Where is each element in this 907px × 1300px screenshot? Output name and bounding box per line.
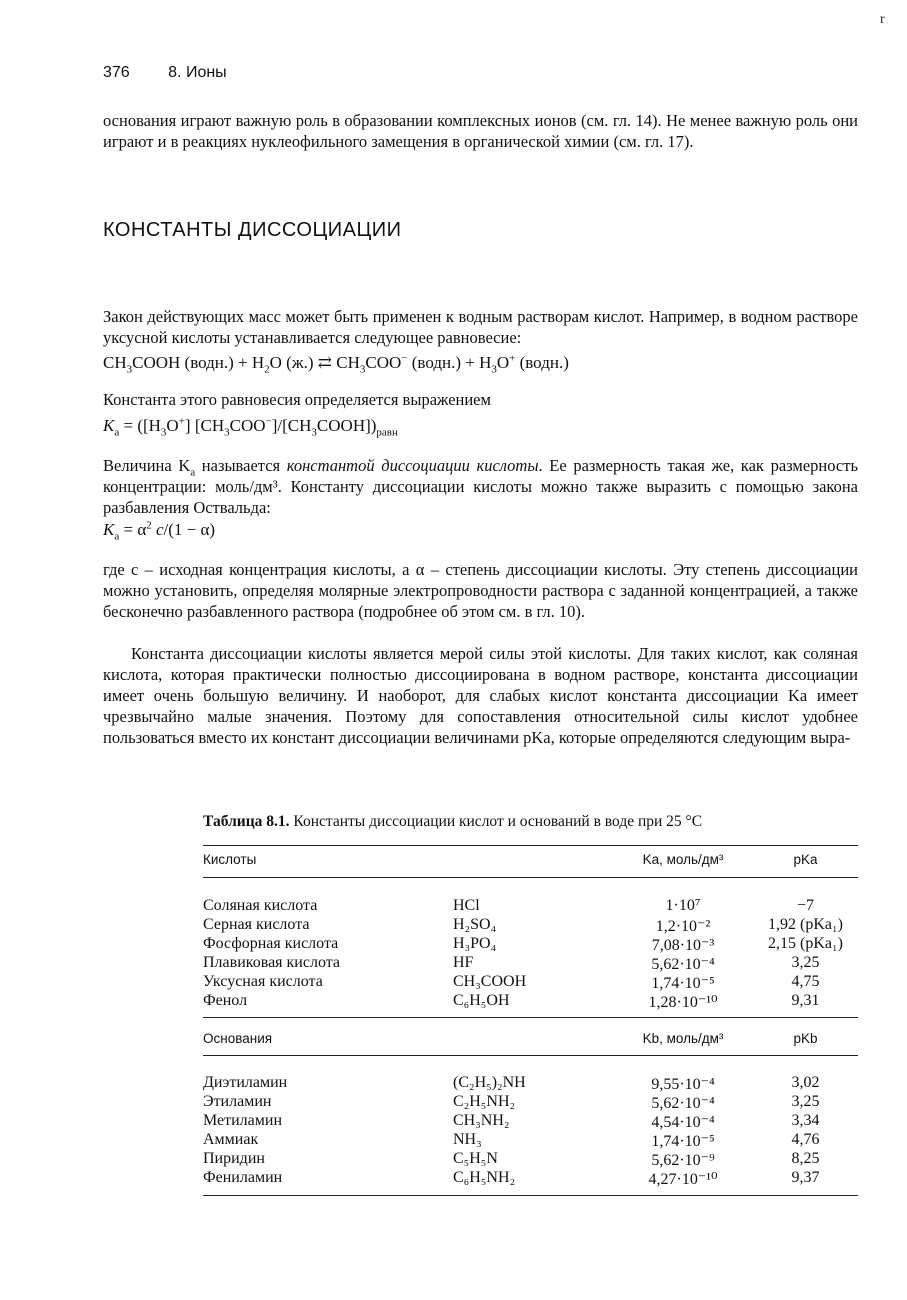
ka-definition-text xyxy=(103,455,858,518)
base-kb: 5,62·10⁻⁴ xyxy=(651,1095,715,1112)
base-name: Пиридин xyxy=(203,1150,265,1167)
base-name: Диэтиламин xyxy=(203,1074,288,1091)
acid-formula: H₂SO₄ xyxy=(453,916,497,933)
acid-header-rule xyxy=(203,877,858,878)
acid-header-name: Кислоты xyxy=(203,852,257,867)
base-pkb: 3,02 xyxy=(791,1074,820,1091)
acid-formula: HF xyxy=(453,954,474,971)
base-formula: NH₃ xyxy=(453,1131,482,1148)
acid-header-pk: pKа xyxy=(793,852,818,867)
ka-definition-paragraph xyxy=(103,455,858,518)
acid-table-body xyxy=(203,897,858,1011)
acid-pka: 3,25 xyxy=(791,954,820,971)
acid-pka: 9,31 xyxy=(791,992,820,1009)
ka-def-sub: а xyxy=(190,466,196,479)
base-pkb: 8,25 xyxy=(791,1150,820,1167)
running-head xyxy=(103,64,227,82)
table-row xyxy=(203,1131,858,1150)
acid-formula: CH₃COOH xyxy=(453,973,527,990)
table-bottom-rule xyxy=(203,1195,858,1196)
acid-name: Серная кислота xyxy=(203,916,310,933)
table-row xyxy=(203,954,858,973)
constant-intro xyxy=(103,389,858,410)
acid-header-k: Kа, моль/дм³ xyxy=(642,852,724,867)
strength-paragraph-text: Константа диссоциации кислоты является мерой силы этой кислоты. Для таких кислот, как соляная кислота, которая практически полностью диссоциирована в водном растворе, константа диссоциации имеет очень большую величину. И наоборот, для слабых кислот константа диссоциации Kа имеет чрезвычайно малые значения. Поэтому для сопоставления относительной силы кислот удобнее пользоваться вместо их констант диссоциации величинами pKа, которые определяются следующим выра- xyxy=(103,644,858,747)
base-kb: 5,62·10⁻⁹ xyxy=(651,1152,715,1169)
page-number: 376 xyxy=(103,64,130,81)
base-pkb: 4,76 xyxy=(791,1131,820,1148)
base-header-pk: pKb xyxy=(793,1031,818,1046)
equilibrium-equation: $CH_3COOH$ (водн.) + $H_2O$ (ж.) ⇄ $CH_3COO^-$ (водн.) + $H_3O^+$ (водн.) xyxy=(103,352,569,376)
base-header-k: Kb, моль/дм³ xyxy=(642,1031,724,1046)
intro-paragraph xyxy=(103,110,858,152)
base-name: Метиламин xyxy=(203,1112,283,1129)
acid-name: Соляная кислота xyxy=(203,897,318,914)
base-kb: 4,54·10⁻⁴ xyxy=(651,1114,715,1131)
base-formula: C₂H₅NH₂ xyxy=(453,1093,516,1110)
chapter-title: 8. Ионы xyxy=(168,64,227,81)
ka-def-part-c: . Ее размерность такая же, как размерность концентрации: моль/дм³. Константу диссоциации кислоты можно также выразить с помощью закона разбавления Оствальда: xyxy=(103,456,858,517)
acid-ka: 1,2·10⁻² xyxy=(655,918,711,935)
table-caption xyxy=(203,813,702,831)
acid-name: Уксусная кислота xyxy=(203,973,323,990)
base-header-name: Основания xyxy=(203,1031,273,1046)
law-paragraph-text: Закон действующих масс может быть применен к водным растворам кислот. Например, в водном растворе уксусной кислоты устанавливается следующее равновесие: xyxy=(103,307,858,347)
base-formula: C₆H₅NH₂ xyxy=(453,1169,516,1186)
table-caption-text: Константы диссоциации кислот и оснований в воде при 25 °С xyxy=(289,813,703,830)
table-row xyxy=(203,973,858,992)
ka-def-part-a: Величина K xyxy=(103,456,191,475)
constant-intro-text: Константа этого равновесия определяется выражением xyxy=(103,390,491,409)
base-section-rule xyxy=(203,1017,858,1018)
base-kb: 4,27·10⁻¹⁰ xyxy=(648,1171,718,1188)
table-row xyxy=(203,1112,858,1131)
base-pkb: 3,25 xyxy=(791,1093,820,1110)
where-paragraph-text: где c – исходная концентрация кислоты, а α – степень диссоциации кислоты. Эту степень диссоциации можно установить, определяя молярные электропроводности раствора с заданной концентрацией, а также бесконечно разбавленного раствора (подробнее об этом см. в гл. 10). xyxy=(103,560,858,621)
acid-pka: 4,75 xyxy=(791,973,820,990)
acid-pka: 2,15 (pKа₁) xyxy=(768,935,843,952)
acid-ka: 1·10⁷ xyxy=(665,897,701,914)
ostwald-formula: $K_а = \alpha^2$ c/(1 − α) xyxy=(103,519,216,543)
base-table-body xyxy=(203,1074,858,1188)
table-row xyxy=(203,1150,858,1169)
base-formula: CH₃NH₂ xyxy=(453,1112,510,1129)
acid-pka: 1,92 (pKа₁) xyxy=(768,916,843,933)
base-formula: C₅H₅N xyxy=(453,1150,498,1167)
table-top-rule xyxy=(203,845,858,846)
base-header-rule xyxy=(203,1055,858,1056)
ka-def-emphasis: константой диссоциации кислоты xyxy=(286,456,539,475)
table-row xyxy=(203,992,858,1011)
table-caption-label: Таблица 8.1. xyxy=(203,813,290,830)
table-row xyxy=(203,897,858,916)
acid-ka: 1,74·10⁻⁵ xyxy=(651,975,715,992)
table-row xyxy=(203,1093,858,1112)
corner-mark: r xyxy=(880,12,885,27)
acid-name: Плавиковая кислота xyxy=(203,954,341,971)
base-pkb: 9,37 xyxy=(791,1169,820,1186)
base-formula: (C₂H₅)₂NH xyxy=(453,1074,526,1091)
acid-formula: C₆H₅OH xyxy=(453,992,510,1009)
base-name: Аммиак xyxy=(203,1131,259,1148)
intro-paragraph-text: основания играют важную роль в образовании комплексных ионов (см. гл. 14). Не менее важную роль они играют и в реакциях нуклеофильного замещения в органической химии (см. гл. 17). xyxy=(103,111,858,151)
acid-name: Фенол xyxy=(203,992,248,1009)
base-name: Этиламин xyxy=(203,1093,272,1110)
acid-ka: 5,62·10⁻⁴ xyxy=(651,956,715,973)
ka-expression: $K_а = ([H_3O^+]$ $[CH_3COO^-]/[CH_3COOH])_{равн}$ xyxy=(103,415,398,439)
base-kb: 9,55·10⁻⁴ xyxy=(651,1076,715,1093)
acid-ka: 1,28·10⁻¹⁰ xyxy=(648,994,718,1011)
acid-formula: H₃PO₄ xyxy=(453,935,497,952)
ka-def-part-b: называется xyxy=(195,456,287,475)
acid-formula: HCl xyxy=(453,897,480,914)
acid-pka: −7 xyxy=(796,897,815,914)
table-row xyxy=(203,1074,858,1093)
table-row xyxy=(203,935,858,954)
strength-paragraph xyxy=(103,643,858,748)
base-kb: 1,74·10⁻⁵ xyxy=(651,1133,715,1150)
law-paragraph xyxy=(103,306,858,348)
section-title: КОНСТАНТЫ ДИССОЦИАЦИИ xyxy=(103,219,402,241)
table-row xyxy=(203,1169,858,1188)
acid-name: Фосфорная кислота xyxy=(203,935,339,952)
where-paragraph xyxy=(103,559,858,622)
base-name: Фениламин xyxy=(203,1169,283,1186)
table-row xyxy=(203,916,858,935)
base-pkb: 3,34 xyxy=(791,1112,820,1129)
acid-ka: 7,08·10⁻³ xyxy=(651,937,715,954)
